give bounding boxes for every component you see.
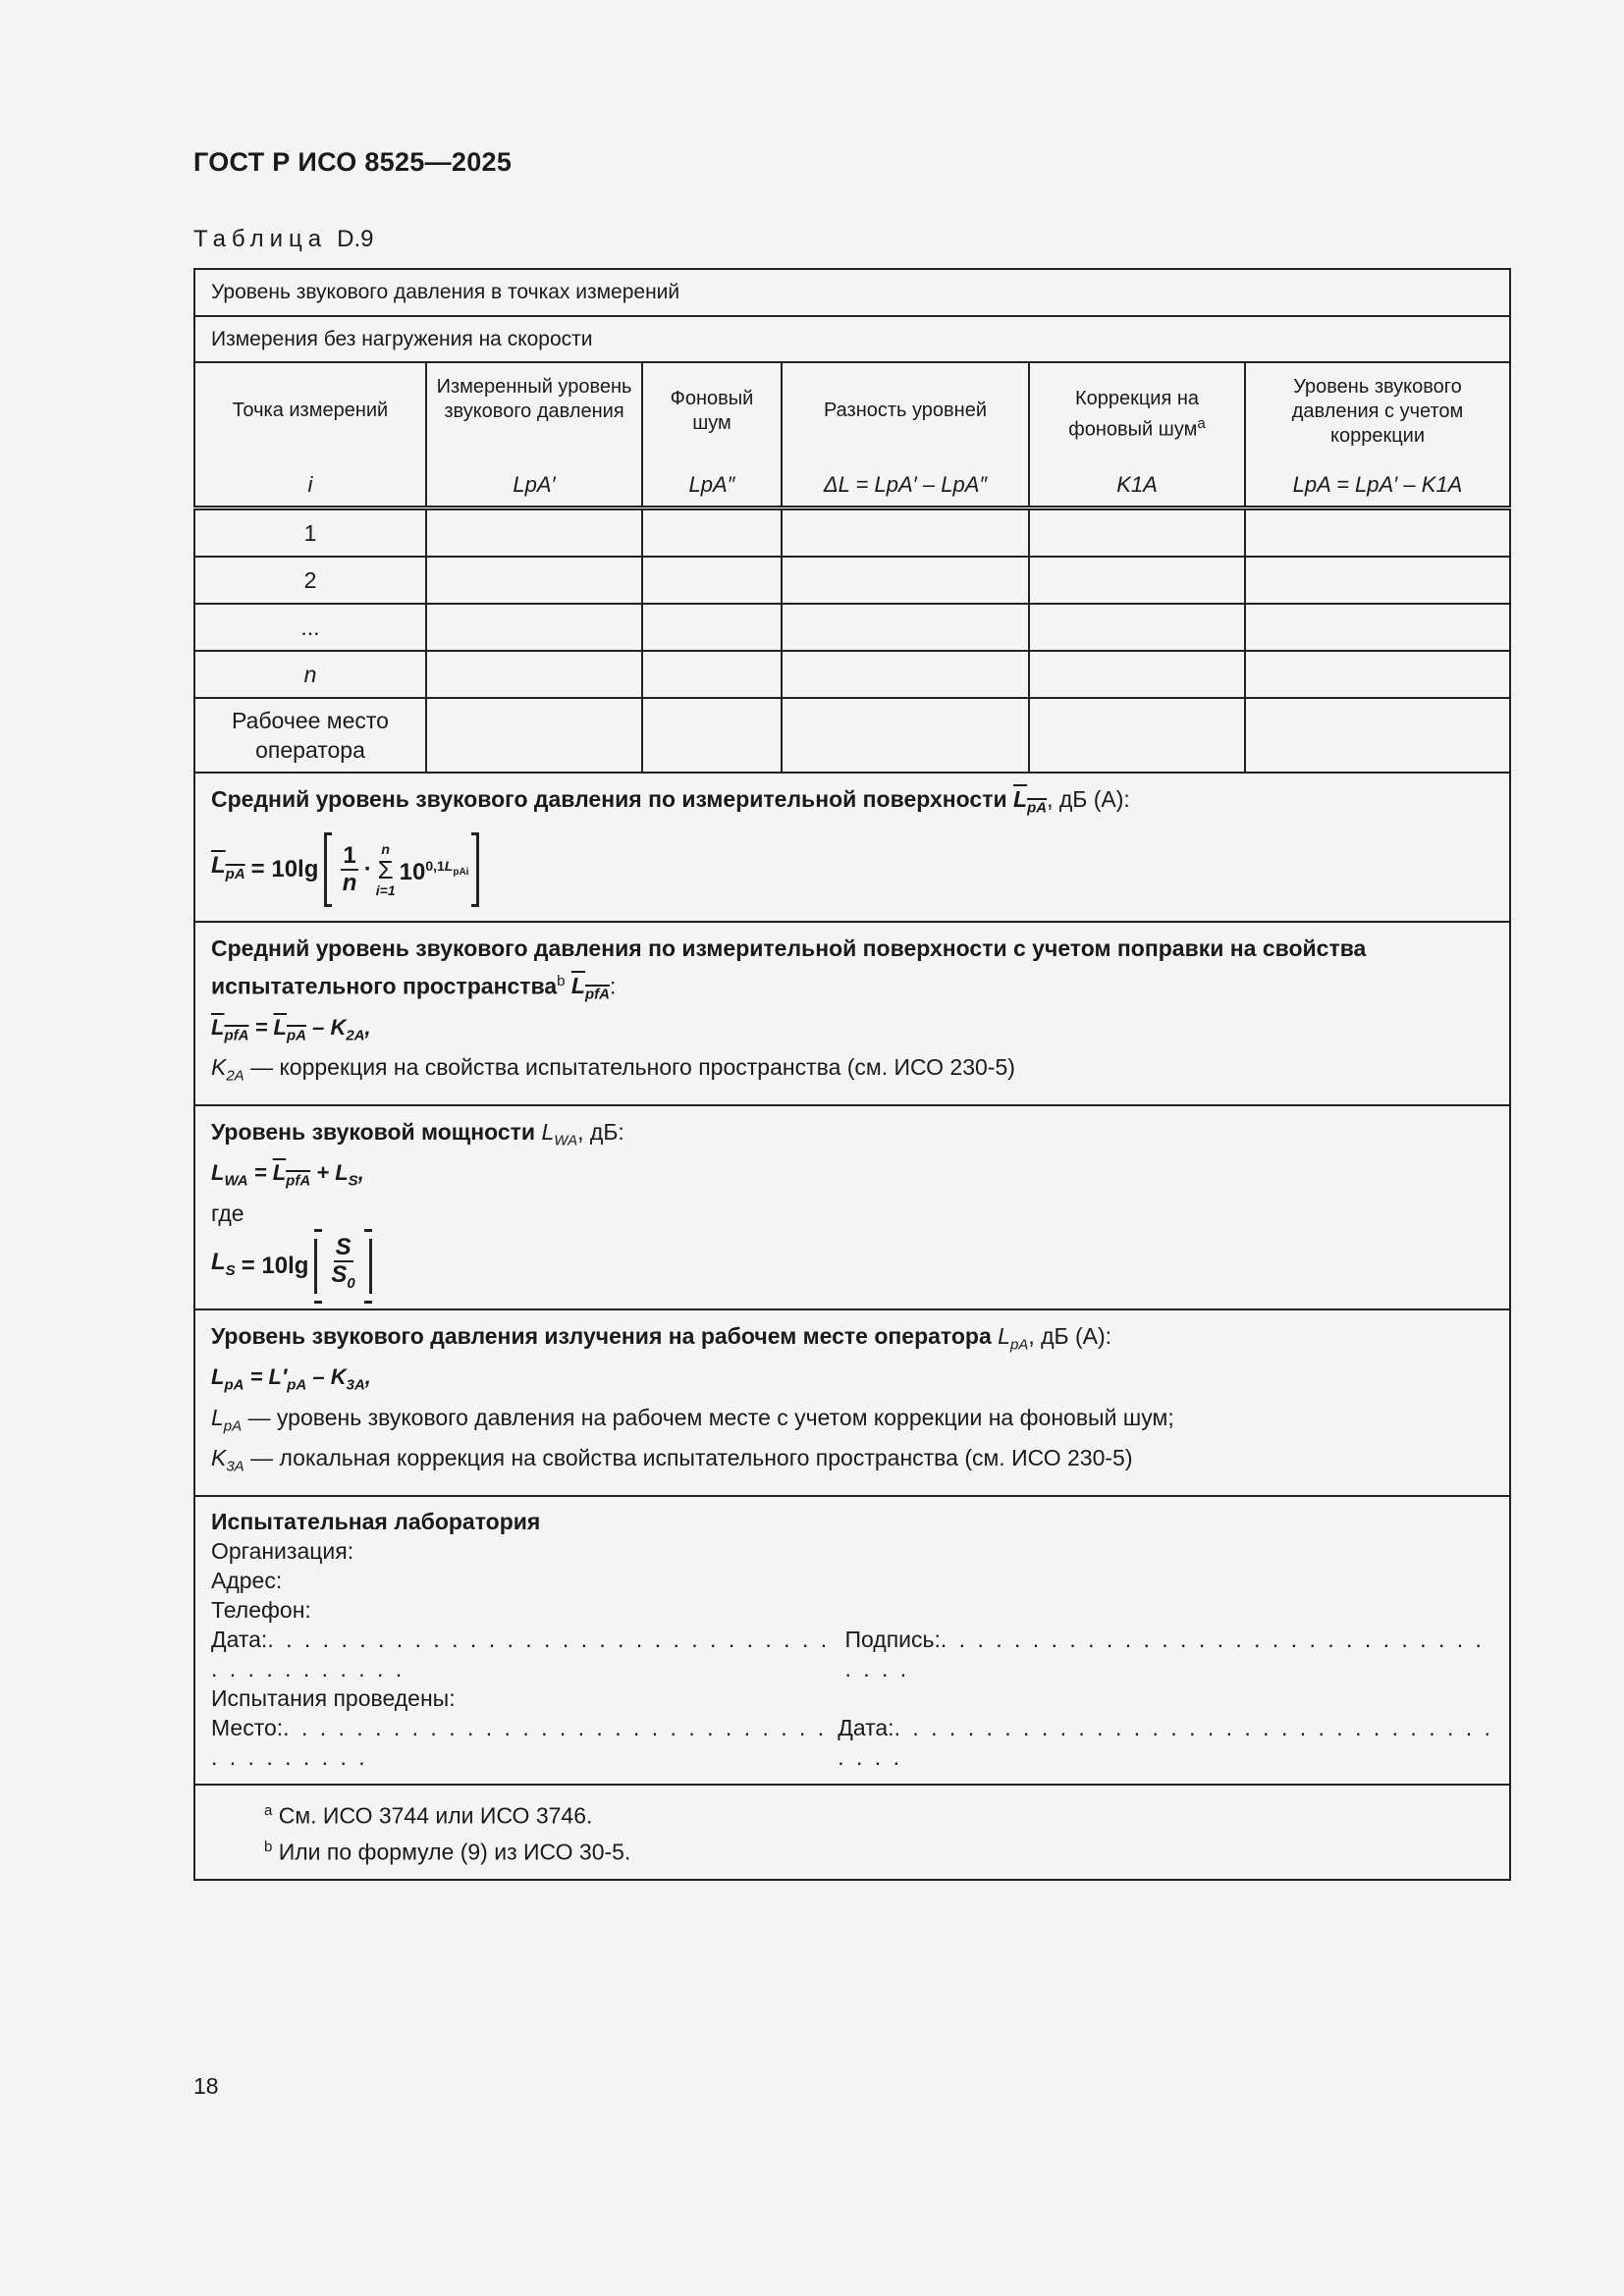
col-measured: Измеренный уровень звукового давления LpA′ — [426, 362, 642, 508]
table-cell[interactable] — [426, 698, 642, 773]
row-label: n — [194, 651, 426, 698]
lab-date2-label: Дата: — [838, 1714, 894, 1740]
formula-bracket: $\frac{1}{n}$ · n Σ i=1 $10^{0,1L_{pAi}}$ — [324, 834, 479, 905]
footnote-b: Или по формуле (9) из ИСО 30-5. — [278, 1839, 631, 1865]
table-cell[interactable] — [426, 651, 642, 698]
measurement-table — [193, 268, 1511, 1881]
table-cell[interactable] — [1029, 604, 1245, 651]
lab-place-field[interactable]: . . . . . . . . . . . . . . . . . . . . . . . . . . . . . . . . . . . . . . . — [211, 1714, 828, 1770]
where-label: где — [211, 1200, 244, 1226]
table-cell[interactable] — [782, 557, 1029, 604]
table-cell[interactable] — [1029, 651, 1245, 698]
table-cell[interactable] — [642, 698, 782, 773]
col-background-symbol: LpA″ — [688, 472, 735, 497]
footnote-a-ref: a — [1197, 415, 1206, 432]
lab-organization[interactable]: Организация: — [211, 1537, 354, 1564]
formula-corrected-level: $L_{pfA} = L_{pA} - K_{2A}$, — [211, 1014, 371, 1044]
formula-ls: $L_S$ = 10lg $\frac{S}{S_0}$ — [211, 1236, 1493, 1297]
lab-title: Испытательная лаборатория — [211, 1508, 541, 1534]
lab-address[interactable]: Адрес: — [211, 1567, 283, 1593]
lab-date-field[interactable]: . . . . . . . . . . . . . . . . . . . . . . . . . . . . . . . . . . . . . . . . . . — [211, 1626, 831, 1682]
table-cell[interactable] — [642, 651, 782, 698]
table-subtitle: Измерения без нагружения на скорости — [194, 316, 1510, 362]
caption-number: D.9 — [337, 226, 374, 252]
col-background: Фоновый шум LpA″ — [642, 362, 782, 508]
table-cell[interactable] — [1245, 651, 1510, 698]
table-cell[interactable] — [642, 508, 782, 558]
col-point: Точка измерений i — [194, 362, 426, 508]
section-corrected-level: Средний уровень звукового давления по измерительной поверхности с учетом поправки на свойства испытательного пространства$^b$ $L_{pfA}$: $L_{pfA} = L_{pA} - K_{2A}$, $K_{2A}$ — коррекция на свойства испытательного пространства (см. ИСО 230-5) — [194, 922, 1510, 1105]
table-cell[interactable] — [782, 698, 1029, 773]
section-sound-power-title: Уровень звуковой мощности — [211, 1118, 536, 1145]
formula-mean-level: $L_{pA}$ = 10lg $\frac{1}{n}$ · n Σ i=1 $10^{0,1L_{pAi}}$ — [211, 830, 1493, 909]
table-cell[interactable] — [1029, 698, 1245, 773]
table-cell[interactable] — [642, 604, 782, 651]
table-caption — [193, 226, 373, 253]
table-cell[interactable] — [1029, 557, 1245, 604]
col-corrected: Уровень звукового давления с учетом коррекции LpA = LpA′ – K1A — [1245, 362, 1510, 508]
section-mean-level-title: Средний уровень звукового давления по измерительной поверхности — [211, 786, 1007, 812]
table-cell[interactable] — [782, 651, 1029, 698]
document-header: ГОСТ Р ИСО 8525—2025 — [193, 147, 513, 177]
lab-phone[interactable]: Телефон: — [211, 1596, 311, 1623]
caption-word: Таблица — [193, 226, 328, 252]
table-cell[interactable] — [1245, 557, 1510, 604]
footnote-a: См. ИСО 3744 или ИСО 3746. — [278, 1802, 593, 1829]
col-difference: Разность уровней ΔL = LpA′ – LpA″ — [782, 362, 1029, 508]
table-cell[interactable] — [642, 557, 782, 604]
col-corrected-symbol: LpA = LpA′ – K1A — [1292, 472, 1463, 497]
table-cell[interactable] — [1029, 508, 1245, 558]
table-cell[interactable] — [1245, 698, 1510, 773]
footnotes: $^a$ См. ИСО 3744 или ИСО 3746. $^b$ Или по формуле (9) из ИСО 30-5. — [194, 1785, 1510, 1880]
col-point-symbol: i — [307, 472, 313, 497]
k3a-note: — локальная коррекция на свойства испытательного пространства (см. ИСО 230-5) — [250, 1445, 1133, 1471]
table-cell[interactable] — [426, 557, 642, 604]
lab-tested-label: Испытания проведены: — [211, 1684, 456, 1711]
lab-date2-field[interactable]: . . . . . . . . . . . . . . . . . . . . . . . . . . . . . . . . . . . . . — [838, 1714, 1493, 1770]
section-sound-power: Уровень звуковой мощности $L_{WA}$, дБ: $L_{WA} = L_{pfA} + L_S$, где $L_S$ = 10lg $\frac{S}{S_0}$ — [194, 1105, 1510, 1309]
section-operator-level: Уровень звукового давления излучения на рабочем месте оператора $L_{pA}$, дБ (А): $L_{pA} = L'_{pA} - K_{3A}$, $L_{pA}$ — уровень звукового давления на рабочем месте с учетом коррекции на фоновый шум; $K_{3A}$ — локальная коррекция на свойства испытательного пространства (см. ИСО 230-5) — [194, 1309, 1510, 1496]
lab-place-label: Место: — [211, 1714, 284, 1740]
col-measured-symbol: LpA′ — [513, 472, 556, 497]
table-cell[interactable] — [1245, 604, 1510, 651]
row-label-operator: Рабочее место оператора — [194, 698, 426, 773]
page-number: 18 — [193, 2073, 219, 2099]
lab-date-label: Дата: — [211, 1626, 268, 1652]
table-cell[interactable] — [782, 508, 1029, 558]
col-correction-symbol: K1A — [1116, 472, 1158, 497]
formula-operator-level: $L_{pA} = L'_{pA} - K_{3A}$, — [211, 1364, 371, 1394]
col-difference-symbol: ΔL = LpA′ – LpA″ — [823, 472, 988, 497]
formula-sound-power: $L_{WA} = L_{pfA} + L_S$, — [211, 1160, 364, 1190]
section-operator-level-title: Уровень звукового давления излучения на рабочем месте оператора — [211, 1322, 992, 1349]
row-label: 1 — [194, 508, 426, 558]
section-mean-level: Средний уровень звукового давления по измерительной поверхности $L_{pA}$, дБ (А): $L_{pA}$ = 10lg $\frac{1}{n}$ · n Σ i=1 $10^{0,1L_{pAi}}$ — [194, 773, 1510, 922]
table-title: Уровень звукового давления в точках измерений — [194, 269, 1510, 316]
table-cell[interactable] — [1245, 508, 1510, 558]
table-cell[interactable] — [426, 508, 642, 558]
lab-signature-label: Подпись: — [844, 1626, 941, 1652]
lpa-note: — уровень звукового давления на рабочем месте с учетом коррекции на фоновый шум; — [247, 1404, 1174, 1430]
row-label: 2 — [194, 557, 426, 604]
lab-signature-field[interactable]: . . . . . . . . . . . . . . . . . . . . . . . . . . . . . . . . . . — [844, 1626, 1485, 1682]
section-laboratory — [194, 1496, 1510, 1785]
col-correction: Коррекция на фоновый шум$^a$ K1A — [1029, 362, 1245, 508]
k2a-note: — коррекция на свойства испытательного пространства (см. ИСО 230-5) — [250, 1054, 1015, 1081]
table-cell[interactable] — [782, 604, 1029, 651]
section-corrected-level-title: Средний уровень звукового давления по измерительной поверхности с учетом поправки на свойства испытательного пространства — [211, 934, 1367, 999]
row-label: ... — [194, 604, 426, 651]
table-cell[interactable] — [426, 604, 642, 651]
